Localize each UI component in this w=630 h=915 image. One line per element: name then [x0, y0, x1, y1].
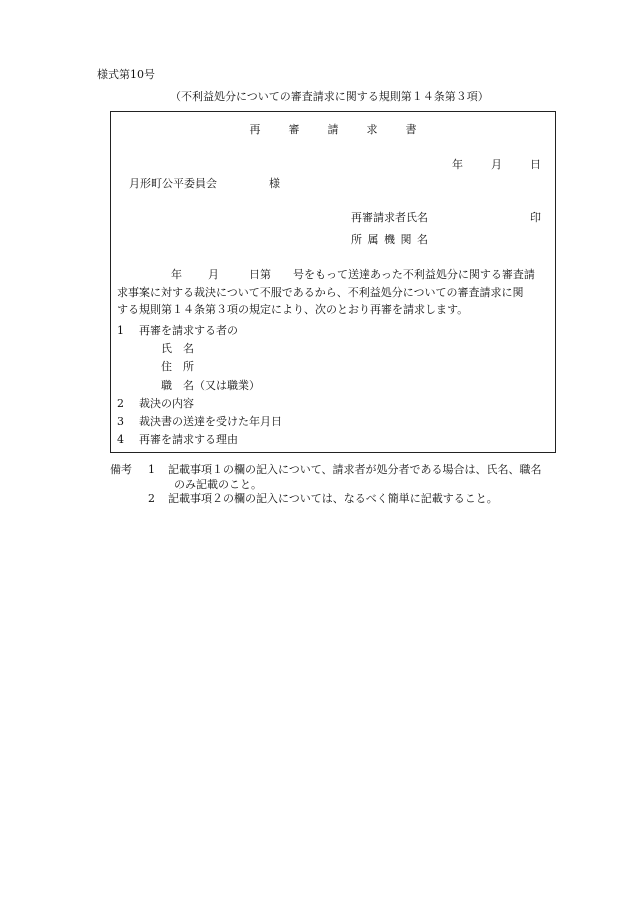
item-list [117, 322, 547, 449]
title-char: 再 [249, 123, 261, 136]
item-text: 住 所 [161, 360, 194, 374]
item-number: 4 [117, 433, 124, 447]
statement-line-1 [117, 266, 553, 284]
item-text: 裁決書の送達を受けた年月日 [139, 415, 282, 429]
remark-item [110, 492, 580, 507]
title-char: 求 [366, 123, 378, 136]
item-text: 裁決の内容 [139, 396, 194, 410]
remark-item [110, 463, 580, 478]
organization-label: 所 属 機 関 名 [351, 233, 429, 246]
statement-line-2: 求事案に対する裁決について不服であるから、不利益処分についての審査請求に関 [117, 285, 524, 299]
rule-reference: （不利益処分についての審査請求に関する規則第１４条第３項） [170, 90, 489, 103]
item-text: 職 名（又は職業） [161, 378, 260, 392]
remark-number: 2 [148, 492, 155, 505]
applicant-name-label: 再審請求者氏名 [351, 211, 428, 224]
title-char: 請 [327, 123, 339, 136]
remark-continuation [110, 478, 580, 493]
list-item [117, 431, 547, 449]
addressee-name: 月形町公平委員会 [129, 177, 217, 190]
addressee-line [129, 177, 280, 191]
statement-rest: 日第 号をもって送達あった不利益処分に関する審査請 [249, 268, 535, 281]
list-item [117, 340, 547, 358]
remarks-label: 備考 [110, 463, 132, 476]
remark-number: 1 [148, 463, 155, 476]
list-item [117, 395, 547, 413]
statement-year: 年 [171, 268, 182, 281]
seal-mark: 印 [530, 211, 541, 224]
list-item [117, 358, 547, 376]
list-item [117, 322, 547, 340]
list-item [117, 377, 547, 395]
list-item [117, 413, 547, 431]
date-line [424, 158, 541, 172]
statement-month: 月 [208, 268, 219, 281]
remark-text: 記載事項１の欄の記入について、請求者が処分者である場合は、氏名、職名 [168, 463, 542, 476]
form-number: 様式第10号 [97, 68, 155, 81]
remark-text: 記載事項２の欄の記入については、なるべく簡単に記載すること。 [168, 492, 498, 505]
form-title [111, 123, 555, 137]
item-number: 3 [117, 415, 124, 429]
statement-line-3: する規則第１４条第３項の規定により、次のとおり再審を請求します。 [117, 303, 469, 316]
form-frame [110, 111, 556, 453]
title-char: 書 [405, 123, 417, 136]
date-year: 年 [452, 158, 463, 171]
item-number: 1 [117, 324, 124, 337]
item-text: 再審を請求する理由 [139, 433, 238, 447]
item-number: 2 [117, 396, 124, 410]
date-month: 月 [491, 158, 502, 171]
request-statement [117, 266, 553, 319]
title-char: 審 [288, 123, 300, 136]
item-text: 氏 名 [161, 342, 194, 356]
date-day: 日 [530, 158, 541, 171]
remark-text-cont: のみ記載のこと。 [174, 477, 262, 491]
remarks-section [110, 463, 580, 507]
item-text: 再審を請求する者の [139, 324, 238, 337]
honorific: 様 [269, 177, 280, 190]
